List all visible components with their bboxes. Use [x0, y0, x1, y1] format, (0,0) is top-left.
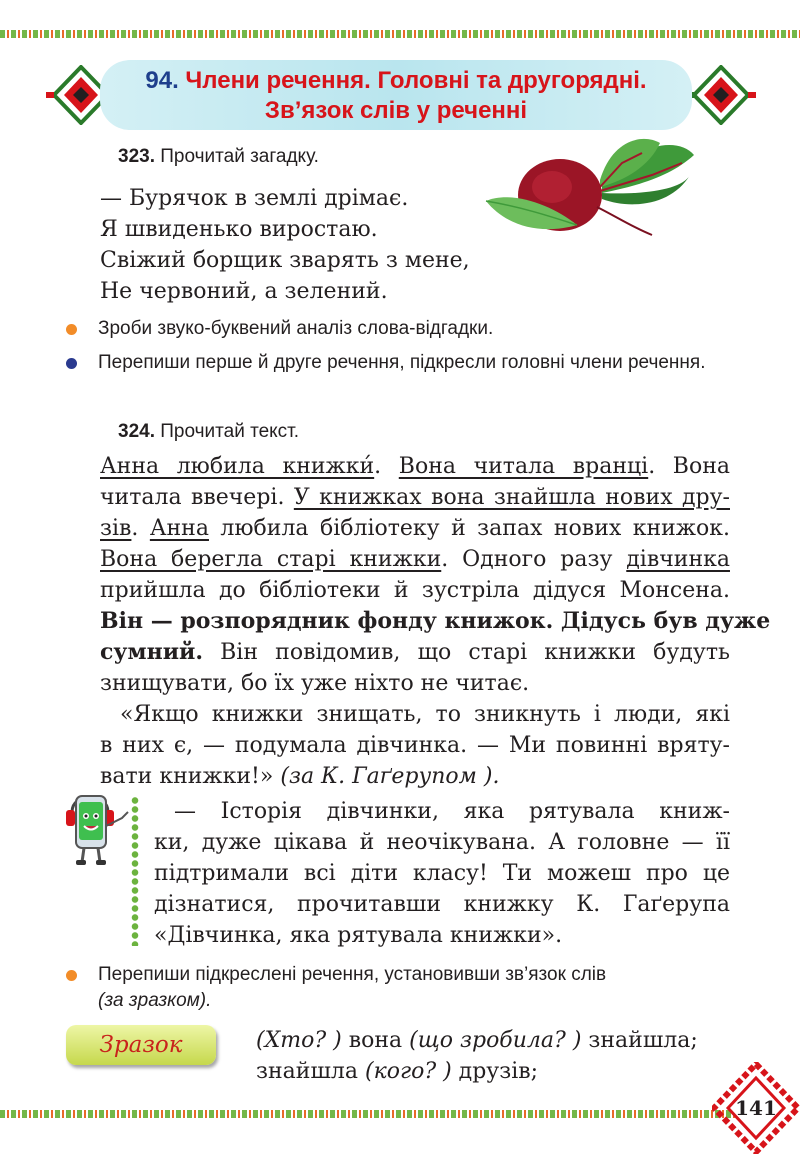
story-line: «Якщо книжки знищать, то зникнуть і люди, які [120, 702, 730, 727]
note-line: — Історія дівчинки, яка рятувала книж- [174, 799, 730, 824]
story-line: знищувати, бо їх уже ніхто не читає. [100, 671, 530, 696]
note-line: дізнатися, прочитавши книжку К. Гаґерупа [154, 892, 730, 917]
lesson-heading-banner [100, 60, 692, 130]
orange-bullet-icon [66, 324, 77, 335]
task-323-instruction: Прочитай загадку. [160, 146, 319, 167]
bottom-ornament-border [0, 1110, 735, 1118]
note-line: підтримали всі діти класу! Ти можеш про це [154, 861, 730, 886]
lesson-heading-line2: Зв’язок слів у реченні [264, 97, 528, 124]
riddle-line: Свіжий борщик зварять з мене, [100, 248, 470, 273]
sample-line: знайшла (кого? ) друзів; [256, 1059, 539, 1084]
task-324-instruction: Прочитай текст. [160, 421, 300, 442]
page-number-ornament [712, 1062, 800, 1154]
note-decorative-bar [127, 796, 143, 946]
orange-bullet-icon [66, 970, 77, 981]
task-323-bullet-2 [66, 350, 746, 376]
task-324-number: 324. [118, 421, 155, 442]
blue-bullet-icon [66, 358, 77, 369]
top-ornament-border [0, 30, 800, 38]
bullet-text: Перепиши підкреслені речення, установивши зв’язок слів (за зразком). [98, 964, 607, 1011]
story-line: Анна любила книжки́. Вона читала вранці. Вона [100, 454, 730, 479]
task-323-bullet-1 [66, 316, 746, 342]
story-line: вати книжки!» (за К. Гаґерупом ). [100, 764, 500, 789]
story-line: прийшла до бібліотеки й зустріла дідуся Монсена. [100, 578, 730, 603]
riddle-line: Не червоний, а зелений. [100, 279, 388, 304]
embroidery-ornament-icon [686, 65, 756, 125]
sample-label-badge [66, 1025, 216, 1065]
lesson-title: Члени речення. Головні та другорядні. [185, 67, 647, 94]
sample-line: (Хто? ) вона (що зробила? ) знайшла; [256, 1028, 698, 1053]
note-text [154, 796, 730, 951]
bullet-text: Зроби звуко-буквений аналіз слова-відгадки. [98, 318, 494, 339]
riddle [100, 183, 470, 307]
story-line: сумний. Він повідомив, що старі книжки будуть [100, 639, 730, 665]
page-number: 141 [735, 1096, 777, 1120]
riddle-line: Я швиденько виростаю. [100, 217, 378, 242]
story-line: в них є, — подумала дівчинка. — Ми повинні вряту- [100, 733, 730, 758]
story-text [100, 451, 771, 792]
sample-label: Зразок [99, 1032, 183, 1058]
sample-text [256, 1025, 698, 1087]
lesson-heading-line1 [100, 66, 692, 96]
task-324-bullet [66, 962, 746, 1014]
note-line: ки, дуже цікава й неочікувана. А головне — її [154, 830, 730, 855]
story-line: зів. Анна любила бібліотеку й запах нових книжок. [100, 516, 730, 541]
note-line: «Дівчинка, яка рятувала книжки». [154, 923, 563, 948]
beet-illustration [482, 135, 697, 243]
story-line: Він — розпорядник фонду книжок. Дідусь був дуже [100, 608, 771, 634]
riddle-line: — Бурячок в землі дрімає. [100, 186, 409, 211]
task-324-title [118, 421, 299, 443]
task-323-number: 323. [118, 146, 155, 167]
lesson-number: 94. [145, 67, 179, 94]
story-line: Вона берегла старі книжки. Одного разу дівчинка [100, 547, 730, 572]
story-line: читала ввечері. У книжках вона знайшла нових дру- [100, 485, 730, 510]
bullet-text: Перепиши перше й друге речення, підкресли головні члени речення. [98, 352, 706, 373]
task-323-title [118, 146, 319, 168]
smartphone-character-icon [62, 786, 134, 868]
